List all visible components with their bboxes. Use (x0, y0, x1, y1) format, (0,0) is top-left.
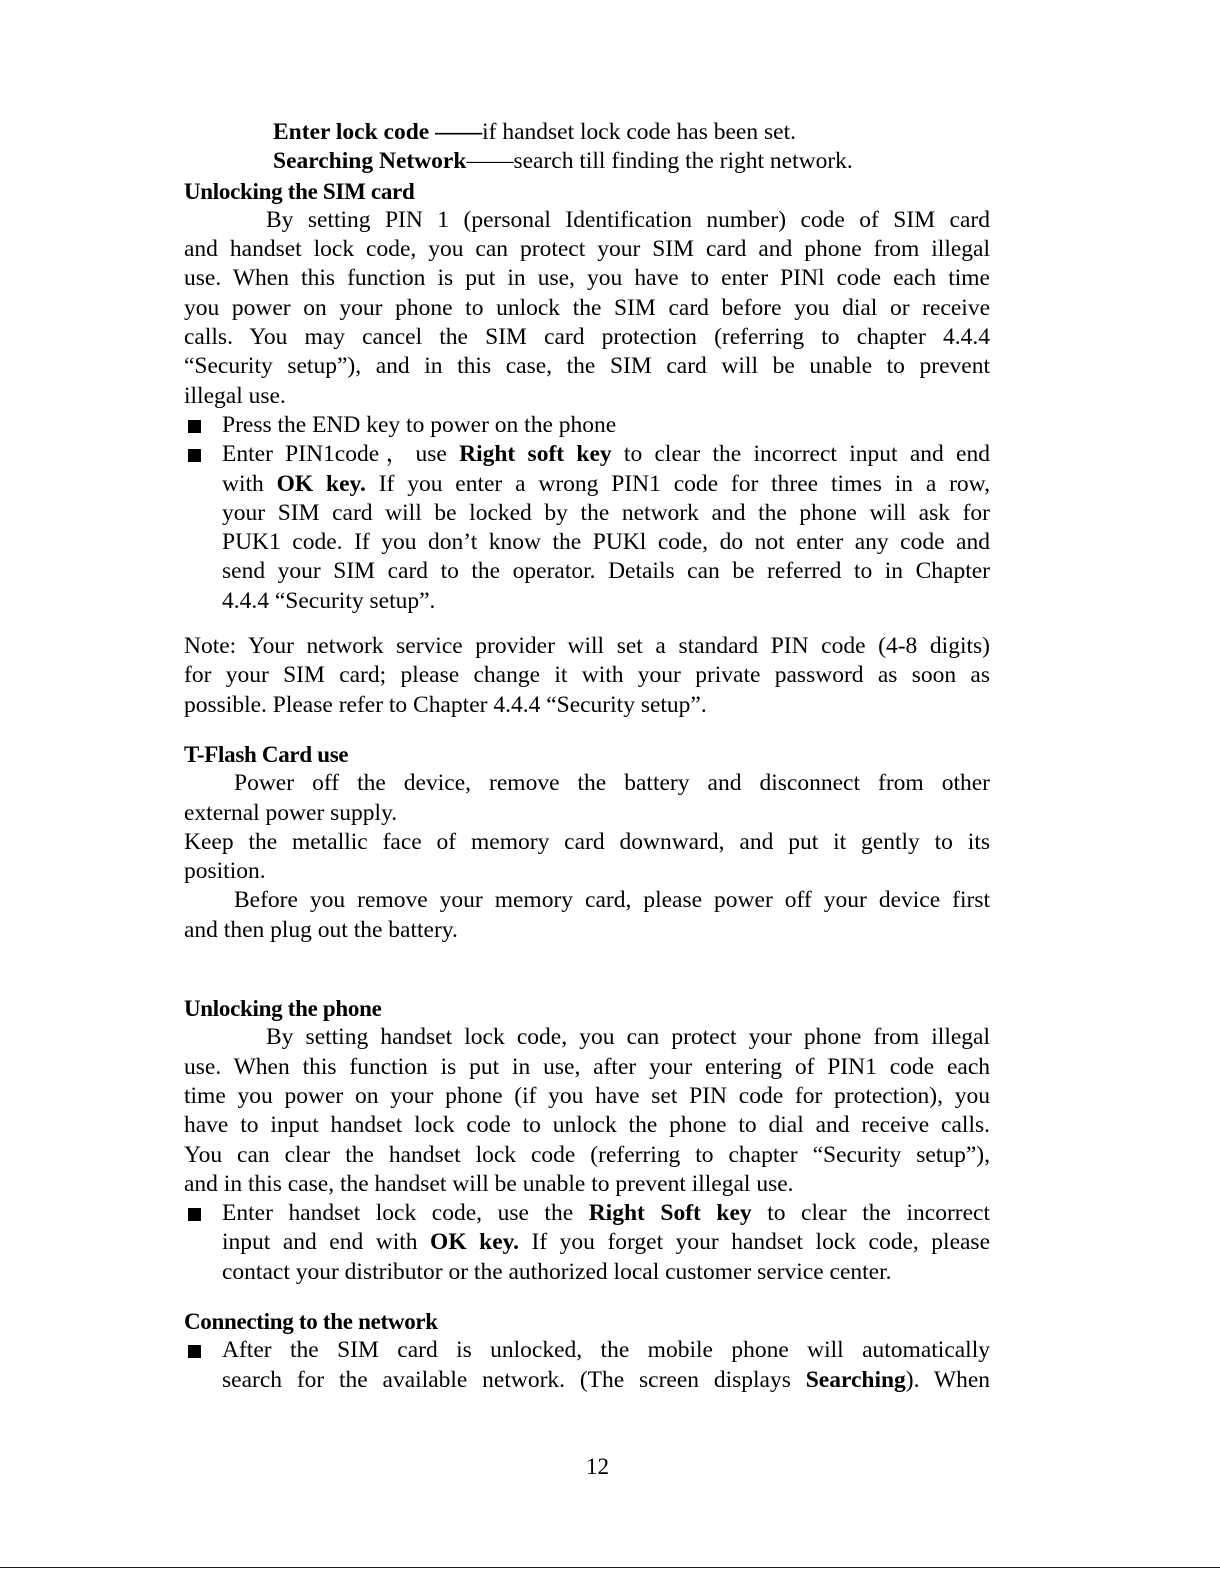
network-bullet-text: ). When (905, 1366, 990, 1393)
spacer (184, 720, 990, 740)
page-number: 12 (586, 1454, 609, 1479)
phone-paragraph-line: use. When this function is put in use, after your entering of PIN1 code each (184, 1053, 990, 1080)
tflash-paragraph-line: Keep the metallic face of memory card downward, and put it gently to its (184, 828, 990, 855)
enter-handset-code-text: input and end with (222, 1229, 431, 1256)
enter-pin-continued: your SIM card will be locked by the network and the phone will ask for (222, 499, 990, 526)
enter-handset-code-bullet (184, 1199, 990, 1228)
sim-paragraph-line: By setting PIN 1 (personal Identification number) code of SIM card (266, 206, 990, 233)
enter-handset-code-text: If you forget your handset lock code, please (518, 1229, 991, 1256)
spacer (184, 616, 990, 632)
tflash-paragraph-line: Power off the device, remove the battery and disconnect from other (234, 770, 990, 797)
square-bullet-icon (188, 1208, 201, 1221)
enter-handset-code-text: Enter handset lock code, use the (222, 1200, 589, 1227)
enter-pin-continued: send your SIM card to the operator. Details can be referred to in Chapter (222, 558, 990, 585)
unlocking-sim-heading: Unlocking the SIM card (184, 178, 415, 204)
phone-paragraph-line: have to input handset lock code to unlock the phone to dial and receive calls. (184, 1112, 990, 1139)
lock-code-label: Enter lock code —— (273, 119, 483, 145)
phone-paragraph-line: You can clear the handset lock code (referring to chapter “Security setup”), (184, 1141, 990, 1168)
right-soft-key-label: Right soft key (459, 441, 612, 468)
enter-pin-bullet (184, 440, 990, 469)
searching-network-text: ——search till finding the right network. (466, 148, 853, 175)
tflash-paragraph-line: and then plug out the battery. (184, 916, 458, 943)
lock-code-text: if handset lock code has been set. (482, 119, 796, 145)
square-bullet-icon (188, 449, 201, 462)
enter-handset-code-continued: contact your distributor or the authorized local customer service center. (222, 1258, 892, 1285)
searching-network-label: Searching Network (273, 148, 467, 175)
network-bullet-continued (184, 1366, 990, 1395)
tflash-paragraph-line: external power supply. (184, 799, 398, 826)
sim-paragraph-line: you power on your phone to unlock the SIM card before you dial or receive (184, 294, 990, 321)
sim-paragraph-line: “Security setup”), and in this case, the SIM card will be unable to prevent (184, 353, 990, 380)
ok-key-label: OK key. (276, 470, 366, 497)
enter-pin-text: to clear the incorrect input and end (611, 441, 990, 468)
sim-paragraph-line: illegal use. (184, 382, 286, 409)
manual-page (184, 118, 990, 1395)
right-soft-key-label: Right Soft key (588, 1200, 752, 1227)
phone-paragraph-line: time you power on your phone (if you have set PIN code for protection), you (184, 1082, 990, 1109)
network-bullet-text: After the SIM card is unlocked, the mobile phone will automatically (222, 1337, 990, 1364)
enter-pin-continued (184, 470, 990, 499)
lock-code-line (184, 118, 990, 147)
square-bullet-icon (188, 1345, 201, 1358)
note-line: Note: Your network service provider will set a standard PIN code (4-8 digits) (184, 633, 990, 660)
spacer (184, 945, 990, 994)
sim-paragraph-line: and handset lock code, you can protect your SIM card and phone from illegal (184, 236, 990, 263)
unlocking-phone-heading: Unlocking the phone (184, 996, 382, 1022)
phone-paragraph-line: and in this case, the handset will be unable to prevent illegal use. (184, 1170, 794, 1197)
press-end-text: Press the END key to power on the phone (222, 411, 617, 438)
phone-paragraph-line: By setting handset lock code, you can protect your phone from illegal (266, 1024, 990, 1051)
press-end-bullet (184, 411, 990, 440)
note-line: possible. Please refer to Chapter 4.4.4 “Security setup”. (184, 691, 707, 718)
network-bullet-text: search for the available network. (The screen displays (222, 1366, 806, 1393)
sim-paragraph-line: calls. You may cancel the SIM card protection (referring to chapter 4.4.4 (184, 324, 990, 351)
spacer (184, 1287, 990, 1307)
connecting-network-heading: Connecting to the network (184, 1308, 438, 1334)
note-line: for your SIM card; please change it with your private password as soon as (184, 662, 990, 689)
enter-pin-text: with (222, 470, 277, 497)
enter-pin-text: If you enter a wrong PIN1 code for three times in a row, (365, 470, 990, 497)
sim-paragraph-line: use. When this function is put in use, you have to enter PINl code each time (184, 265, 990, 292)
tflash-heading: T-Flash Card use (184, 741, 349, 767)
square-bullet-icon (188, 420, 201, 433)
searching-network-line (184, 147, 990, 176)
searching-label: Searching (805, 1366, 906, 1393)
ok-key-label: OK key. (430, 1229, 519, 1256)
enter-pin-continued: PUK1 code. If you don’t know the PUKl code, do not enter any code and (222, 529, 990, 556)
enter-handset-code-continued (184, 1228, 990, 1257)
enter-pin-text: Enter PIN1code，use (222, 441, 460, 468)
enter-handset-code-text: to clear the incorrect (751, 1200, 990, 1227)
network-bullet (184, 1336, 990, 1365)
tflash-paragraph-line: position. (184, 858, 266, 885)
tflash-paragraph-line: Before you remove your memory card, please power off your device first (234, 887, 990, 914)
enter-pin-continued: 4.4.4 “Security setup”. (222, 587, 436, 614)
bottom-rule (0, 1567, 1220, 1568)
